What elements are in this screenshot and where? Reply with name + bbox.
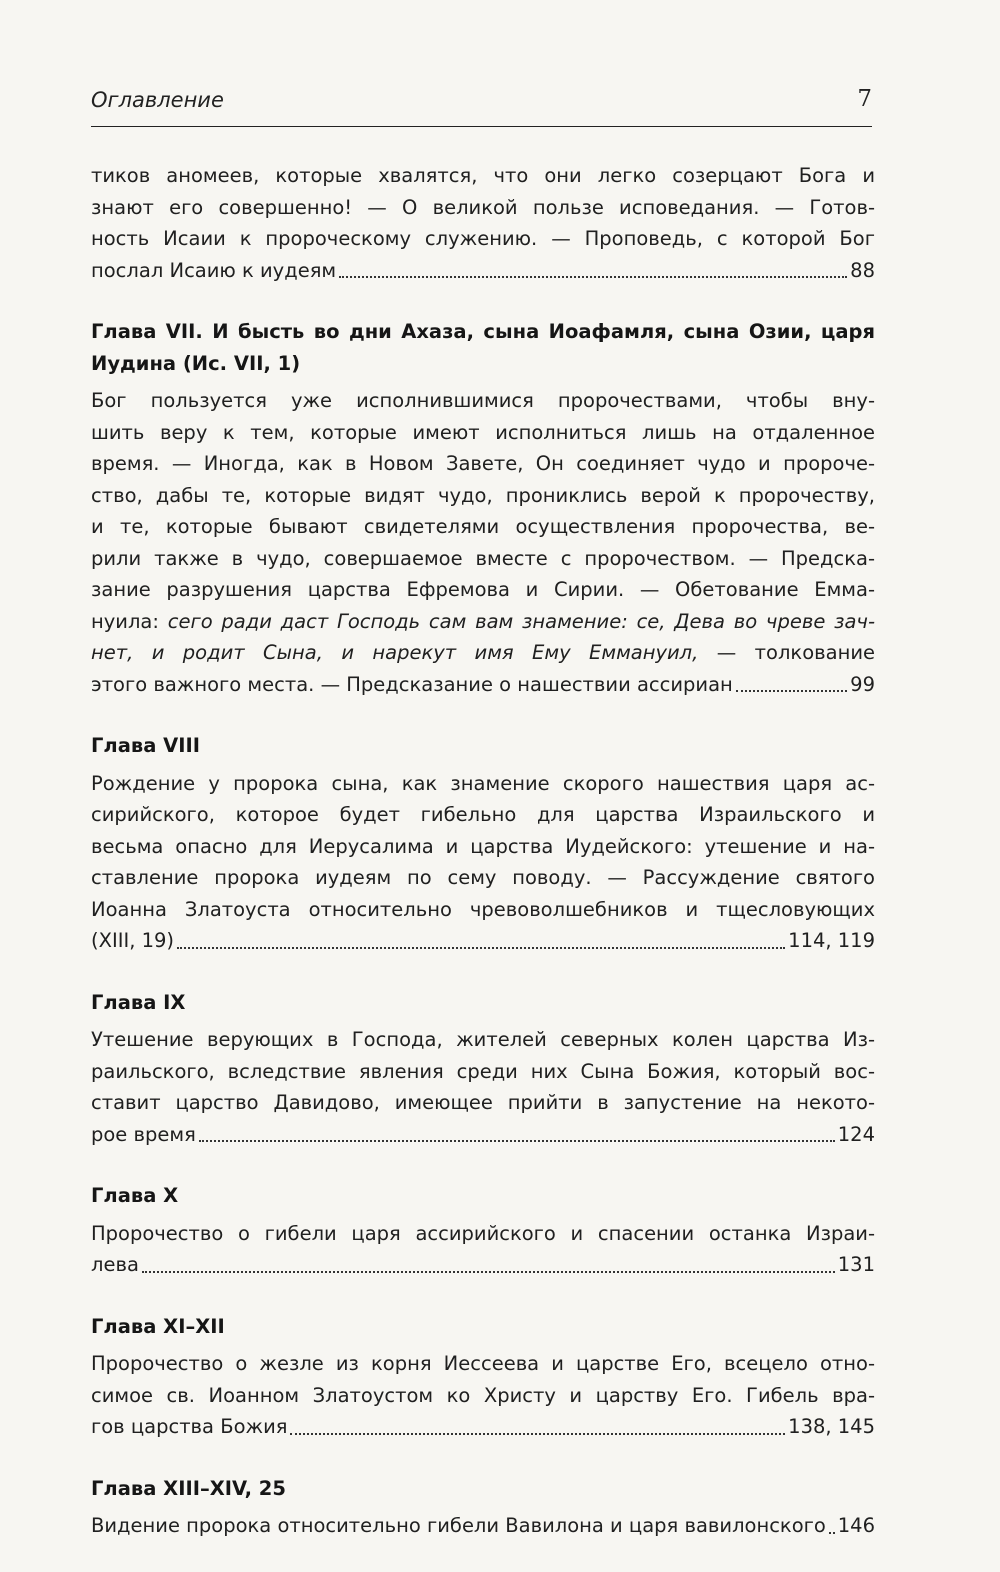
page-reference: 131 [837, 1253, 875, 1276]
text-line: (XIII, 19) [91, 929, 175, 952]
chapter-heading: Глава X [91, 1184, 179, 1207]
text-line [91, 637, 875, 669]
leader-line [91, 1119, 875, 1151]
toc-entry [91, 160, 875, 286]
dot-leader [177, 947, 785, 949]
text-line: ставит царство Давидово, имеющее прийти в запустение на некото- [91, 1091, 875, 1114]
heading-line: Иудина (Ис. VII, 1) [91, 351, 301, 375]
leader-line [91, 1411, 875, 1443]
entry-description [91, 1218, 875, 1281]
text-line: знают его совершенно! — О великой пользе исповедания. — Готов- [91, 195, 875, 219]
text-line: этого важного места. — Предсказание о нашествии ассириан [91, 672, 733, 696]
page-reference: 88 [850, 258, 875, 282]
page-reference: 114, 119 [788, 929, 875, 952]
text-line: послал Исаию к иудеям [91, 258, 337, 282]
leader-line [91, 925, 875, 957]
toc-entry [91, 730, 875, 957]
chapter-heading: Глава VIII [91, 734, 201, 757]
text-line: гов царства Божия [91, 1415, 288, 1438]
leader-line [91, 1249, 875, 1281]
text-line: шить веру к тем, которые имеют исполниться лишь на отдаленное [91, 420, 875, 444]
text-line [91, 606, 875, 638]
text-line: Бог пользуется уже исполнившимися пророчествами, чтобы вну- [91, 389, 875, 412]
page-reference: 99 [850, 672, 875, 696]
entry-description [91, 1348, 875, 1443]
toc-entry [91, 1473, 875, 1542]
text-line: и те, которые бывают свидетелями осуществления пророчества, ве- [91, 515, 875, 538]
text-line: ство, дабы те, которые видят чудо, прониклись верой к пророчеству, [91, 483, 875, 507]
dot-leader [339, 276, 847, 278]
page-number: 7 [857, 86, 872, 112]
toc-entry [91, 316, 875, 700]
page-reference: 138, 145 [788, 1415, 875, 1438]
page-reference: 124 [837, 1122, 875, 1146]
leader-line [91, 669, 875, 701]
text-line: зание разрушения царства Ефремова и Сирии. — Обетование Емма- [91, 578, 875, 601]
entry-description [91, 160, 875, 286]
entry-description [91, 1024, 875, 1150]
chapter-heading: Глава IX [91, 990, 186, 1014]
text-line: Пророчество о гибели царя ассирийского и спасении останка Израи- [91, 1221, 875, 1245]
text-line: симое св. Иоанном Златоустом ко Христу и царству Его. Гибель вра- [91, 1383, 875, 1407]
toc-entry [91, 1311, 875, 1443]
chapter-heading: Глава XIII–XIV, 25 [91, 1476, 286, 1500]
running-head [91, 86, 872, 127]
text-line: рое время [91, 1122, 196, 1146]
text-line: ставление пророка иудеям по сему поводу. — Рассуждение святого [91, 866, 875, 889]
scripture-quote: нет, и родит Сына, и нарекут имя Ему Еммануил, [91, 641, 699, 664]
text-line: Утешение верующих в Господа, жителей северных колен царства Из- [91, 1028, 875, 1051]
text-line: лева [91, 1253, 139, 1276]
table-of-contents [91, 160, 875, 1572]
entry-description [91, 1510, 875, 1542]
scripture-quote: сего ради даст Господь сам вам знамение: се, Дева во чреве зач- [167, 609, 875, 633]
toc-entry [91, 987, 875, 1151]
entry-description [91, 768, 875, 957]
text-line: тиков аномеев, которые хвалятся, что они легко созерцают Бога и [91, 164, 875, 187]
text-line: сирийского, которое будет гибельно для царства Израильского и [91, 803, 875, 826]
dot-leader [199, 1140, 835, 1142]
dot-leader [736, 690, 847, 692]
toc-entry [91, 1180, 875, 1281]
text-line: весьма опасно для Иерусалима и царства Иудейского: утешение и на- [91, 834, 875, 858]
text-line: Видение пророка относительно гибели Вавилона и царя вавилонского [91, 1514, 826, 1537]
leader-line [91, 255, 875, 287]
text-line: ность Исаии к пророческому служению. — Проповедь, с которой Бог [91, 227, 875, 250]
heading-line: Глава VII. И бысть во дни Ахаза, сына Иоафамля, сына Озии, царя [91, 320, 875, 343]
text-span: нуила: [91, 609, 168, 633]
text-line: раильского, вследствие явления среди них Сына Божия, который вос- [91, 1059, 875, 1083]
text-span: — толкование [698, 641, 875, 664]
chapter-heading: Глава XI–XII [91, 1314, 225, 1338]
chapter-heading [91, 316, 875, 379]
running-title: Оглавление [91, 88, 224, 112]
page-reference: 146 [837, 1514, 875, 1537]
dot-leader [829, 1532, 835, 1534]
text-line: Иоанна Златоуста относительно чревоволшебников и тщесловующих [91, 897, 875, 921]
dot-leader [142, 1271, 835, 1273]
text-line: время. — Иногда, как в Новом Завете, Он соединяет чудо и пророче- [91, 452, 875, 475]
text-line: Пророчество о жезле из корня Иессеева и царстве Его, всецело отно- [91, 1352, 875, 1375]
leader-line [91, 1510, 875, 1542]
text-line: Рождение у пророка сына, как знамение скорого нашествия царя ас- [91, 771, 875, 795]
entry-description [91, 385, 875, 700]
dot-leader [290, 1433, 785, 1435]
text-line: рили также в чудо, совершаемое вместе с пророчеством. — Предска- [91, 546, 875, 570]
